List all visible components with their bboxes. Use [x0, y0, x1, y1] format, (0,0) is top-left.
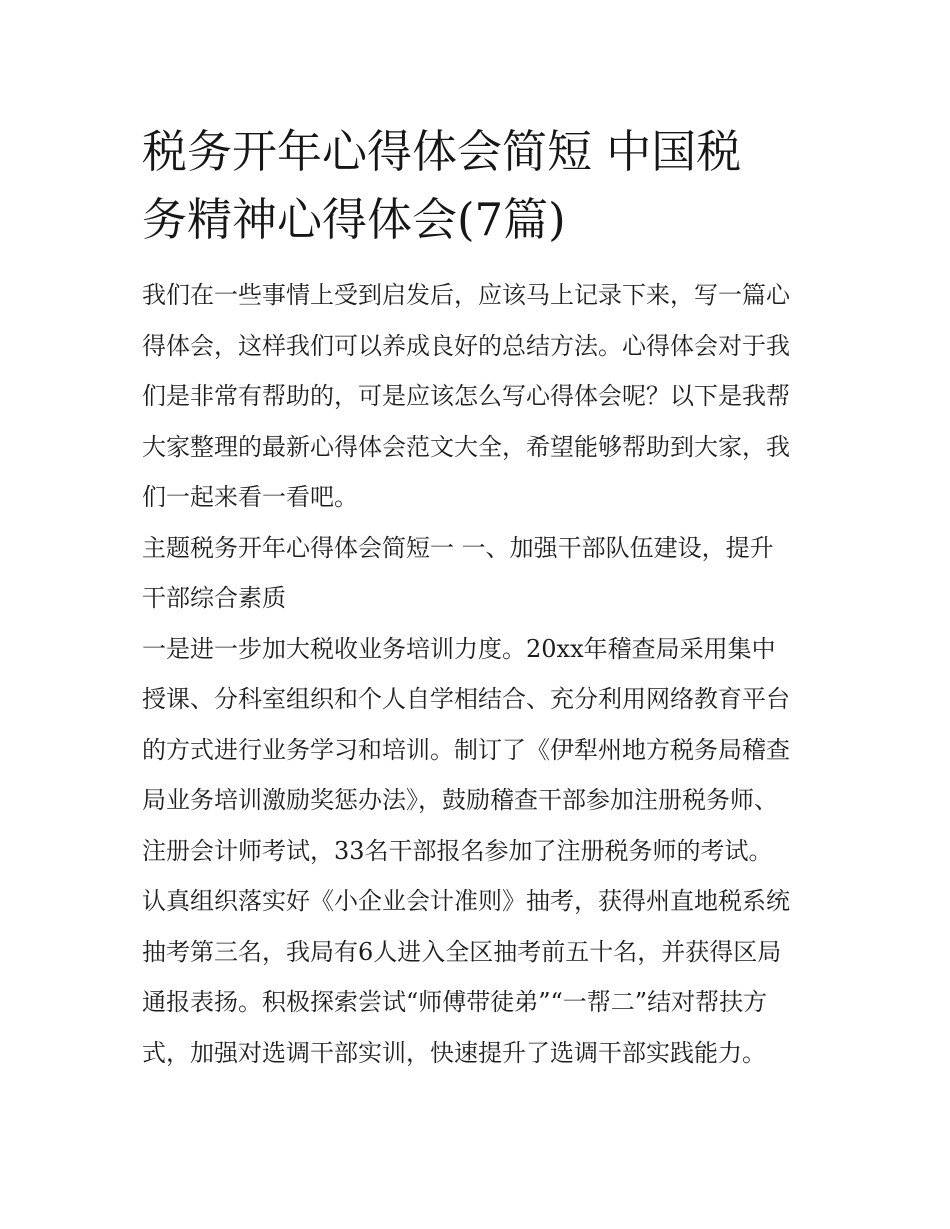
paragraph-line: 大家整理的最新心得体会范文大全，希望能够帮助到大家，我: [142, 432, 790, 461]
paragraph-line: 们一起来看一看吧。: [142, 483, 358, 511]
training-paragraph: [142, 624, 814, 1079]
document-body: [142, 270, 814, 1078]
paragraph-line: 认真组织落实好《小企业会计准则》抽考，获得州直地税系统: [142, 887, 790, 915]
paragraph-line: 通报表扬。积极探索尝试“师傅带徒弟”“一帮二”结对帮扶方: [142, 988, 768, 1016]
paragraph-line: 一是进一步加大税收业务培训力度。20xx年稽查局采用集中: [142, 634, 776, 663]
intro-paragraph: [142, 270, 814, 523]
paragraph-line: 注册会计师考试，33名干部报名参加了注册税务师的考试。: [142, 836, 773, 865]
document-title: [142, 118, 814, 254]
paragraph-line: 抽考第三名，我局有6人进入全区抽考前五十名，并获得区局: [142, 937, 782, 966]
document-content: [142, 118, 814, 1078]
paragraph-line: 们是非常有帮助的，可是应该怎么写心得体会呢？以下是我帮: [142, 382, 790, 410]
paragraph-line: 得体会，这样我们可以养成良好的总结方法。心得体会对于我: [142, 331, 790, 360]
paragraph-line: 局业务培训激励奖惩办法》，鼓励稽查干部参加注册税务师、: [142, 786, 778, 814]
section-heading-paragraph: [142, 523, 814, 624]
title-line-1: 税务开年心得体会简短 中国税: [142, 125, 742, 178]
paragraph-line: 干部综合素质: [142, 584, 286, 612]
paragraph-line: 我们在一些事情上受到启发后，应该马上记录下来，写一篇心: [142, 281, 790, 309]
paragraph-line: 授课、分科室组织和个人自学相结合、充分利用网络教育平台: [142, 685, 790, 713]
title-line-2: 务精神心得体会(7篇): [142, 193, 566, 246]
paragraph-line: 主题税务开年心得体会简短一 一、加强干部队伍建设，提升: [142, 533, 774, 562]
paragraph-line: 的方式进行业务学习和培训。制订了《伊犁州地方税务局稽查: [142, 735, 790, 764]
paragraph-line: 式，加强对选调干部实训，快速提升了选调干部实践能力。: [142, 1038, 766, 1067]
